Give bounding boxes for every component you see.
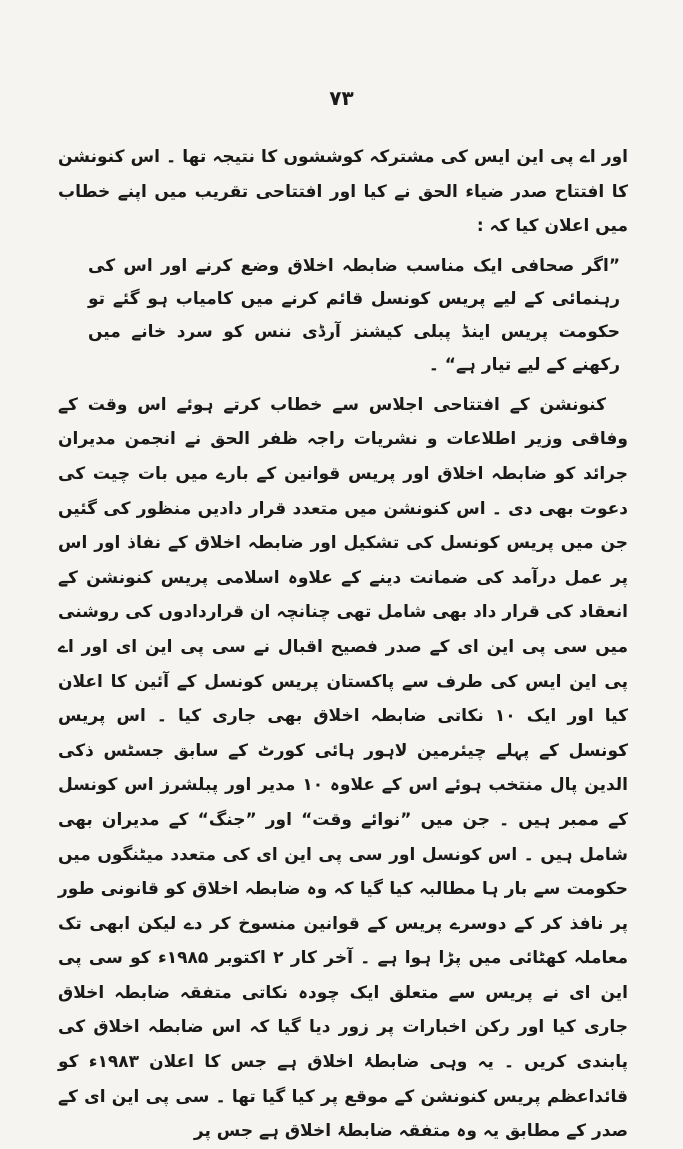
page-body (58, 140, 628, 1149)
main-paragraph: کنونشن کے افتتاحی اجلاس سے خطاب کرتے ہوئے اس وقت کے وفاقی وزیر اطلاعات و نشریات راجہ ظفر الحق نے انجمن مدیران جرائد کو ضابطہ اخلاق اور پریس قوانین کے بارے میں بات چیت کی دعوت بھی دی ۔ اس کنونشن میں متعدد قرار دادیں منظور کی گئیں جن میں پریس کونسل کی تشکیل اور ضابطہ اخلاق کے نفاذ اور اس پر عمل درآمد کی ضمانت دینے کے علاوہ اسلامی پریس کنونشن کے انعقاد کی قرار داد بھی شامل تھی چنانچہ ان قراردادوں کی روشنی میں سی پی این ای کے صدر فصیح اقبال نے سی پی این ای اور اے پی این ایس کی طرف سے پاکستان پریس کونسل کے آئین کا اعلان کیا اور ایک ۱۰ نکاتی ضابطہ اخلاق بھی جاری کیا ۔ اس پریس کونسل کے پہلے چیئرمین لاہور ہائی کورٹ کے سابق جسٹس ذکی الدین پال منتخب ہوئے اس کے علاوہ ۱۰ مدیر اور پبلشرز اس کونسل کے ممبر ہیں ۔ جن میں ”نوائے وقت“ اور ”جنگ“ کے مدیران بھی شامل ہیں ۔ اس کونسل اور سی پی این ای کی متعدد میٹنگوں میں حکومت سے بار ہا مطالبہ کیا گیا کہ وہ ضابطہ اخلاق کو قانونی طور پر نافذ کر کے دوسرے پریس کے قوانین منسوخ کر دے لیکن ابھی تک معاملہ کھٹائی میں پڑا ہوا ہے ۔ آخر کار ۲ اکتوبر ۱۹۸۵ء کو سی پی این ای نے پریس سے متعلق ایک چودہ نکاتی متفقہ ضابطہ اخلاق جاری کیا اور رکن اخبارات پر زور دیا گیا کہ اس ضابطہ اخلاق کی پابندی کریں ۔ یہ وہی ضابطۂ اخلاق ہے جس کا اعلان ۱۹۸۳ء کو قائداعظم پریس کنونشن کے موقع پر کیا گیا تھا ۔ سی پی این ای کے صدر کے مطابق یہ وہ متفقہ ضابطۂ اخلاق ہے جس پر (58, 394, 629, 1142)
intro-paragraph: اور اے پی این ایس کی مشترکہ کوششوں کا نتیجہ تھا ۔ اس کنونشن کا افتتاح صدر ضیاء الحق نے کیا اور افتتاحی تقریب میں اپنے خطاب میں اعلان کیا کہ : (58, 147, 628, 237)
quote-paragraph: ”اگر صحافی ایک مناسب ضابطہ اخلاق وضع کرنے اور اس کی رہنمائی کے لیے پریس کونسل قائم کرنے میں کامیاب ہو گئے تو حکومت پریس اینڈ پبلی کیشنز آرڈی ننس کو سرد خانے میں رکھنے کے لیے تیار ہے“ ۔ (88, 255, 620, 375)
page-number: ۷۳ (329, 86, 354, 110)
